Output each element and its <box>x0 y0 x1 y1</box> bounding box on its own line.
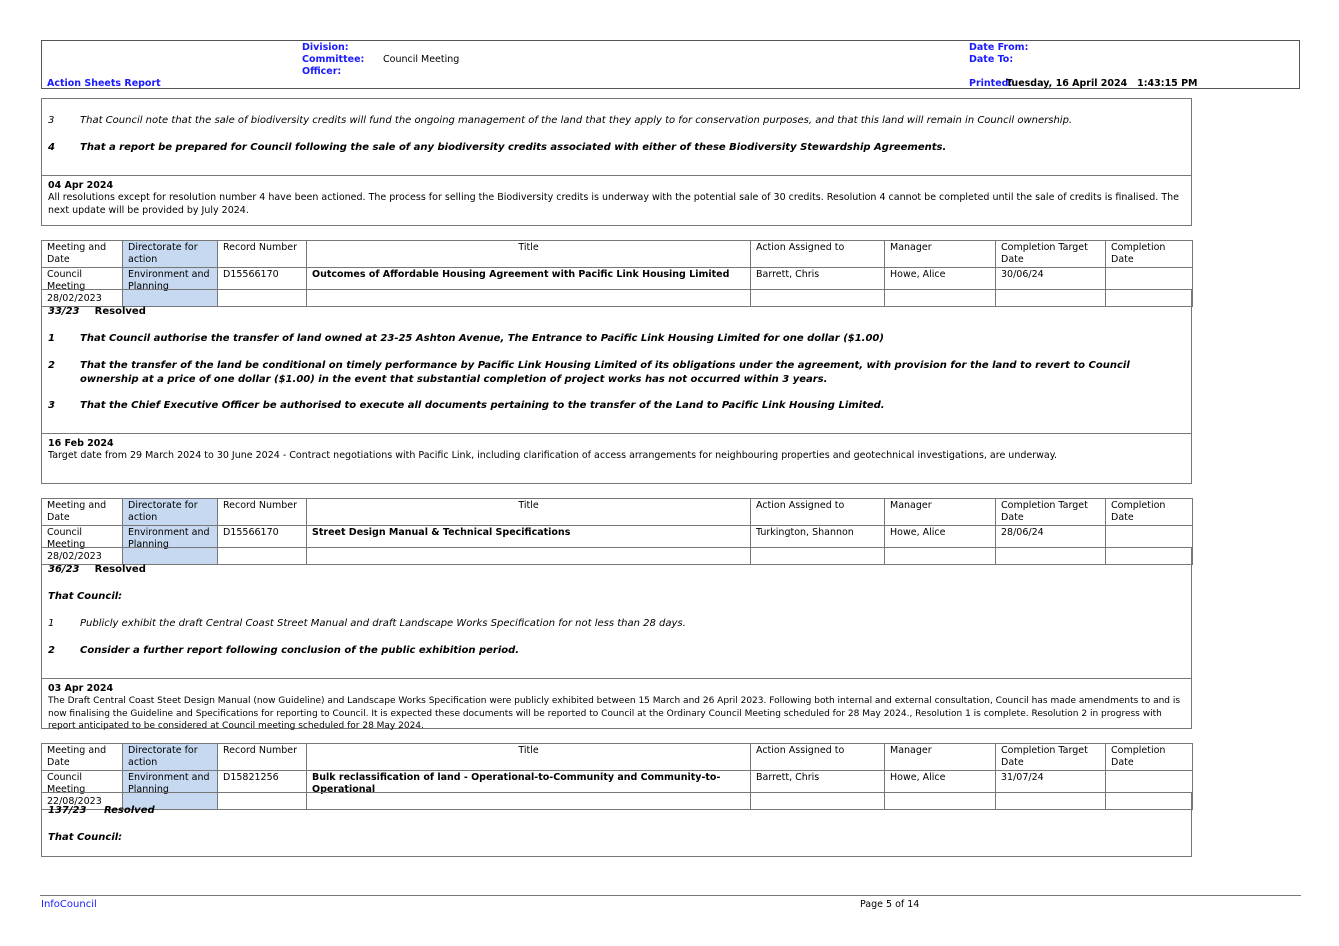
resolution-number: 1 <box>48 618 55 629</box>
resolution-text: That a report be prepared for Council following the sale of any biodiversity credits associated with either of these Biodiversity Stewardship Agreements. <box>80 142 947 153</box>
resolution-number: 3 <box>48 115 55 126</box>
resolution-heading <box>48 305 1183 319</box>
resolution-number: 1 <box>48 333 55 344</box>
header-directorate: Directorate for action <box>123 241 218 268</box>
resolution-text: That Council note that the sale of biodiversity credits will fund the ongoing management of the land that they apply to for conservation purposes, and that this land will remain in Council ownership. <box>80 115 1073 126</box>
record-cell: D15821256 <box>218 771 307 810</box>
resolution-intro: That Council: <box>48 591 123 602</box>
manager-cell: Howe, Alice <box>885 526 996 565</box>
header-record: Record Number <box>218 499 307 526</box>
title-cell: Street Design Manual & Technical Specifications <box>307 526 751 565</box>
header-manager: Manager <box>885 744 996 771</box>
target-cell: 31/07/24 <box>996 771 1106 810</box>
update-text: The Draft Central Coast Steet Design Manual (now Guideline) and Landscape Works Specification were publicly exhibited between 15 March and 26 April 2023. Following both internal and external consultation, Council has made amendments to and is now finalising the Guideline and Specifications for reporting to Council. It is expected these documents will be reported to Council at the Ordinary Council Meeting scheduled for 28 May 2024., Resolution 1 is complete. Resolution 2 in progress with report anticipated to be considered at Council meeting scheduled for 28 May 2024. <box>48 696 1181 731</box>
header-record: Record Number <box>218 241 307 268</box>
header-directorate: Directorate for action <box>123 744 218 771</box>
resolution-item <box>48 644 1183 658</box>
resolution-item <box>48 141 1183 155</box>
title-cell: Outcomes of Affordable Housing Agreement with Pacific Link Housing Limited <box>307 268 751 307</box>
action-update-box <box>41 678 1192 729</box>
resolution-item <box>48 332 1183 346</box>
resolution-heading <box>48 804 1183 818</box>
header-manager: Manager <box>885 499 996 526</box>
header-title: Title <box>307 499 751 526</box>
record-cell: D15566170 <box>218 268 307 307</box>
action-update-box <box>41 433 1192 484</box>
footer-divider <box>40 895 1301 896</box>
committee-label: Committee: <box>302 54 365 65</box>
resolution-box <box>41 792 1192 857</box>
header-meeting: Meeting and Date <box>42 744 123 771</box>
directorate-cell: Environment and Planning <box>123 268 218 307</box>
meeting-cell: Council Meeting 22/08/2023 <box>42 771 123 810</box>
resolution-text: Publicly exhibit the draft Central Coast Street Manual and draft Landscape Works Specification for not less than 28 days. <box>80 618 686 629</box>
resolution-number: 2 <box>48 645 55 656</box>
header-assigned: Action Assigned to <box>751 241 885 268</box>
header-title: Title <box>307 744 751 771</box>
target-cell: 30/06/24 <box>996 268 1106 307</box>
meeting-cell: Council Meeting 28/02/2023 <box>42 526 123 565</box>
record-cell: D15566170 <box>218 526 307 565</box>
carryover-resolution-box <box>41 98 1192 176</box>
resolution-box <box>41 547 1192 679</box>
header-target: Completion Target Date <box>996 499 1106 526</box>
resolution-item <box>48 114 1183 128</box>
resolution-text: That the transfer of the land be conditional on timely performance by Pacific Link Housing Limited of its obligations under the agreement, with provision for the land to revert to Council ownership at a price of one dollar ($1.00) in the event that substantial completion of project works has not occurred within 3 years. <box>80 360 1130 385</box>
update-date: 16 Feb 2024 <box>48 438 114 449</box>
officer-label: Officer: <box>302 66 342 77</box>
date-from-label: Date From: <box>969 42 1029 53</box>
manager-cell: Howe, Alice <box>885 268 996 307</box>
header-directorate: Directorate for action <box>123 499 218 526</box>
resolution-number: 3 <box>48 400 55 411</box>
committee-value: Council Meeting <box>383 54 460 65</box>
manager-cell: Howe, Alice <box>885 771 996 810</box>
header-completion: Completion Date <box>1106 499 1193 526</box>
assigned-cell: Barrett, Chris <box>751 268 885 307</box>
header-title: Title <box>307 241 751 268</box>
update-text: Target date from 29 March 2024 to 30 June 2024 - Contract negotiations with Pacific Link, including clarification of access arrangements for neighbouring properties and geotechnical investigations, are underway. <box>48 450 1058 461</box>
meeting-cell: Council Meeting 28/02/2023 <box>42 268 123 307</box>
resolution-item <box>48 617 1183 631</box>
header-assigned: Action Assigned to <box>751 499 885 526</box>
resolution-status: Resolved <box>103 805 155 816</box>
resolution-number: 4 <box>48 142 55 153</box>
header-meeting: Meeting and Date <box>42 241 123 268</box>
action-update-box <box>41 175 1192 226</box>
resolution-text: That Council authorise the transfer of land owned at 23-25 Ashton Avenue, The Entrance to Pacific Link Housing Limited for one dollar ($1.00) <box>80 333 884 344</box>
resolution-text: Consider a further report following conclusion of the public exhibition period. <box>80 645 520 656</box>
target-cell: 28/06/24 <box>996 526 1106 565</box>
resolution-heading <box>48 563 1183 577</box>
resolution-number: 33/23 <box>48 306 80 317</box>
resolution-number: 137/23 <box>48 805 87 816</box>
division-label: Division: <box>302 42 349 53</box>
resolution-status: Resolved <box>94 564 146 575</box>
page-number: Page 5 of 14 <box>860 899 920 910</box>
header-manager: Manager <box>885 241 996 268</box>
report-title: Action Sheets Report <box>47 78 161 89</box>
printed-value: Tuesday, 16 April 2024 1:43:15 PM <box>1006 78 1198 89</box>
report-header <box>41 40 1300 89</box>
update-date: 04 Apr 2024 <box>48 180 114 191</box>
update-date: 03 Apr 2024 <box>48 683 114 694</box>
directorate-cell: Environment and Planning <box>123 526 218 565</box>
resolution-number: 2 <box>48 360 55 371</box>
resolution-text: That the Chief Executive Officer be authorised to execute all documents pertaining to the transfer of the Land to Pacific Link Housing Limited. <box>80 400 885 411</box>
header-assigned: Action Assigned to <box>751 744 885 771</box>
header-completion: Completion Date <box>1106 744 1193 771</box>
resolution-number: 36/23 <box>48 564 80 575</box>
resolution-box <box>41 289 1192 434</box>
resolution-item <box>48 399 1183 413</box>
header-target: Completion Target Date <box>996 744 1106 771</box>
assigned-cell: Turkington, Shannon <box>751 526 885 565</box>
update-text: All resolutions except for resolution number 4 have been actioned. The process for selling the Biodiversity credits is underway with the potential sale of 30 credits. Resolution 4 cannot be completed until the sale of credits is finalised. The next update will be provided by July 2024. <box>48 192 1179 216</box>
resolution-intro: That Council: <box>48 832 123 843</box>
header-record: Record Number <box>218 744 307 771</box>
directorate-cell: Environment and Planning <box>123 771 218 810</box>
assigned-cell: Barrett, Chris <box>751 771 885 810</box>
title-cell: Bulk reclassification of land - Operational-to-Community and Community-to-Operational <box>307 771 751 810</box>
date-to-label: Date To: <box>969 54 1014 65</box>
footer-brand: InfoCouncil <box>41 899 97 910</box>
header-meeting: Meeting and Date <box>42 499 123 526</box>
printed-label: Printed: <box>969 78 1013 89</box>
header-completion: Completion Date <box>1106 241 1193 268</box>
resolution-status: Resolved <box>94 306 146 317</box>
header-target: Completion Target Date <box>996 241 1106 268</box>
resolution-item <box>48 359 1183 386</box>
